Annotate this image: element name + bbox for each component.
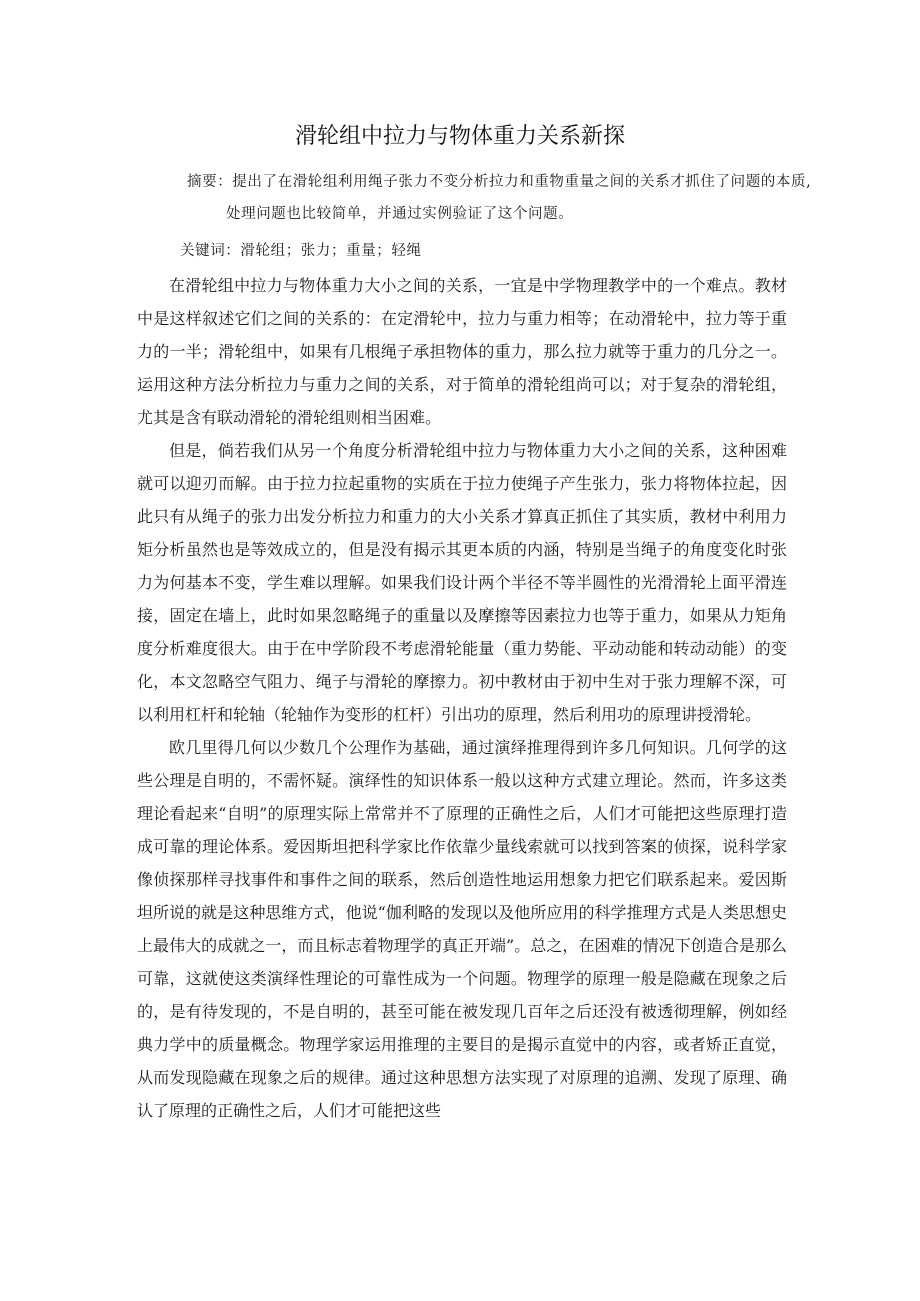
paragraph-3: 欧几里得几何以少数几个公理作为基础，通过演绎推理得到许多几何知识。几何学的这些公理是自明的，不需怀疑。演绎性的知识体系一般以这种方式建立理论。然而，许多这类理论看起来“自明”的原理实际上常常并不了原理的正确性之后，人们才可能把这些原理打造成可靠的理论体系。爱因斯坦把科学家比作依靠少量线索就可以找到答案的侦探，说科学家像侦探那样寻找事件和事件之间的联系，然后创造性地运用想象力把它们联系起来。爱因斯坦所说的就是这种思维方式，他说“伽利略的发现以及他所应用的科学推理方式是人类思想史上最伟大的成就之一，而且标志着物理学的真正开端”。总之，在困难的情况下创造合是那么可靠，这就使这类演绎性理论的可靠性成为一个问题。物理学的原理一般是隐藏在现象之后的，是有待发现的，不是自明的，甚至可能在被发现几百年之后还没有被透彻理解，例如经典力学中的质量概念。物理学家运用推理的主要目的是揭示直觉中的内容，或者矫正直觉，从而发现隐藏在现象之后的规律。通过这种思想方法实现了对原理的追溯、发现了原理、确认了原理的正确性之后，人们才可能把这些 (137, 738, 787, 1120)
paragraph-1: 在滑轮组中拉力与物体重力大小之间的关系，一宜是中学物理教学中的一个难点。教材中是这样叙述它们之间的关系的：在定滑轮中，拉力与重力相等；在动滑轮中，拉力等于重力的一半；滑轮组中，如果有几根绳子承担物体的重力，那么拉力就等于重力的几分之一。运用这种方法分析拉力与重力之间的关系，对于简单的滑轮组尚可以；对于复杂的滑轮组，尤其是含有联动滑轮的滑轮组则相当困难。 (137, 276, 787, 427)
abstract-line-1: 摘要：提出了在滑轮组利用绳子张力不变分析拉力和重物重量之间的关系才抓住了问题的本质, (187, 174, 812, 190)
keywords: 关键词：滑轮组；张力；重量；轻绳 (180, 243, 422, 259)
body-text (137, 269, 787, 1127)
paragraph-2: 但是，倘若我们从另一个角度分析滑轮组中拉力与物体重力大小之间的关系，这种困难就可以迎刃而解。由于拉力拉起重物的实质在于拉力使绳子产生张力，张力将物体拉起，因此只有从绳子的张力出发分析拉力和重力的大小关系才算真正抓住了其实质，教材中利用力矩分析虽然也是等效成立的，但是没有揭示其更本质的内涵，特别是当绳子的角度变化时张力为何基本不变，学生难以理解。如果我们设计两个半径不等半圆性的光滑滑轮上面平滑连接，固定在墙上，此时如果忽略绳子的重量以及摩擦等因素拉力也等于重力，如果从力矩角度分析难度很大。由于在中学阶段不考虑滑轮能量（重力势能、平动动能和转动动能）的变化，本文忽略空气阻力、绳子与滑轮的摩擦力。初中教材由于初中生对于张力理解不深，可以利用杠杆和轮轴（轮轴作为变形的杠杆）引出功的原理，然后利用功的原理讲授滑轮。 (137, 441, 787, 724)
paper-title: 滑轮组中拉力与物体重力关系新探 (294, 124, 625, 149)
abstract-line-2: 处理问题也比较简单，并通过实例验证了这个问题。 (226, 206, 574, 222)
